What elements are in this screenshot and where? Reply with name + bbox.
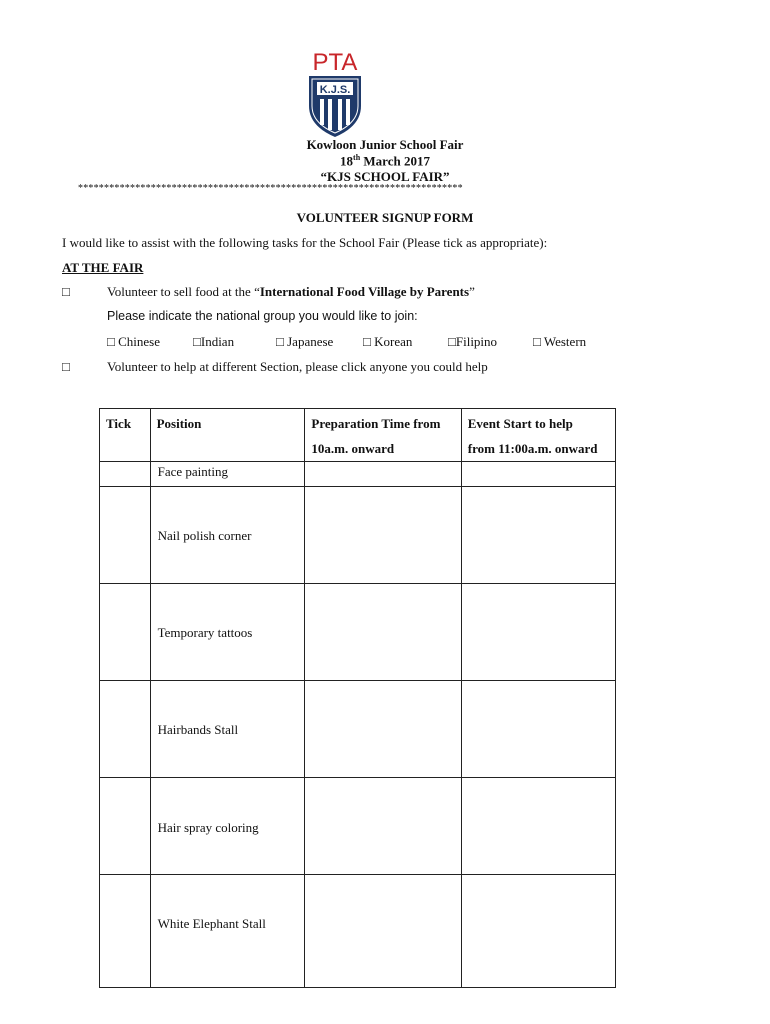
table-row [100, 462, 616, 487]
position-cell [150, 778, 305, 875]
group-checkbox[interactable]: □ [107, 334, 115, 349]
event-cell[interactable] [461, 584, 615, 681]
position-label: Nail polish corner [157, 528, 252, 543]
food-village-bold: International Food Village by Parents [259, 284, 470, 299]
svg-text:K.J.S.: K.J.S. [319, 84, 351, 96]
prep-cell[interactable] [305, 462, 461, 487]
national-prompt: Please indicate the national group you would like to join: [107, 309, 418, 323]
pta-logo [303, 48, 367, 138]
date-rest: March 2017 [360, 153, 430, 169]
position-cell [150, 462, 305, 487]
section-heading: AT THE FAIR [62, 260, 144, 275]
group-label: Chinese [118, 334, 160, 349]
table-row [100, 875, 616, 988]
table-header-row [100, 409, 616, 462]
prep-line1: Preparation Time from [311, 416, 441, 431]
header-event-start [461, 409, 615, 462]
group-label: Western [543, 334, 587, 349]
group-checkbox[interactable]: □ [363, 334, 371, 349]
header-prep-time [305, 409, 461, 462]
group-checkbox[interactable]: □ [533, 334, 541, 349]
food-village-suffix: ” [469, 284, 475, 299]
tick-cell[interactable] [100, 462, 151, 487]
tick-cell[interactable] [100, 875, 151, 988]
group-label: Korean [374, 334, 413, 349]
date-day: 18 [340, 153, 354, 169]
position-cell [150, 584, 305, 681]
svg-text:PTA: PTA [312, 49, 358, 76]
prep-cell[interactable] [305, 778, 461, 875]
intro-text: I would like to assist with the following tasks for the School Fair (Please tick as appropriate): [62, 235, 548, 250]
position-label: Hairbands Stall [157, 722, 239, 737]
table-row [100, 584, 616, 681]
tick-cell[interactable] [100, 681, 151, 778]
prep-cell[interactable] [305, 487, 461, 584]
food-village-checkbox[interactable]: □ [62, 284, 70, 299]
position-cell [150, 875, 305, 988]
event-cell[interactable] [461, 487, 615, 584]
tick-cell[interactable] [100, 487, 151, 584]
prep-line2: 10a.m. onward [311, 441, 395, 456]
prep-cell[interactable] [305, 681, 461, 778]
position-cell [150, 681, 305, 778]
event-cell[interactable] [461, 681, 615, 778]
header-tick: Tick [100, 409, 151, 462]
volunteer-table [99, 408, 616, 988]
group-label: Indian [200, 334, 235, 349]
table-row [100, 778, 616, 875]
group-label: Filipino [455, 334, 498, 349]
event-cell[interactable] [461, 875, 615, 988]
section-help-label: Volunteer to help at different Section, please click anyone you could help [107, 359, 488, 374]
table-row [100, 487, 616, 584]
prep-cell[interactable] [305, 584, 461, 681]
header-position: Position [150, 409, 305, 462]
position-label: Temporary tattoos [157, 625, 253, 640]
position-label: Face painting [157, 464, 228, 479]
position-label: White Elephant Stall [157, 916, 266, 931]
event-cell[interactable] [461, 462, 615, 487]
event-line1: Event Start to help [467, 416, 573, 431]
food-village-label [107, 284, 475, 300]
group-label: Japanese [287, 334, 334, 349]
group-japanese[interactable] [276, 334, 333, 350]
tick-cell[interactable] [100, 778, 151, 875]
fair-name: “KJS SCHOOL FAIR” [320, 169, 450, 184]
event-cell[interactable] [461, 778, 615, 875]
position-cell [150, 487, 305, 584]
tick-cell[interactable] [100, 584, 151, 681]
group-checkbox[interactable]: □ [193, 334, 201, 349]
section-help-checkbox[interactable]: □ [62, 359, 70, 374]
event-line2: from 11:00a.m. onward [467, 441, 598, 456]
group-checkbox[interactable]: □ [448, 334, 456, 349]
form-title: VOLUNTEER SIGNUP FORM [296, 210, 474, 225]
food-village-prefix: Volunteer to sell food at the “ [107, 284, 260, 299]
position-label: Hair spray coloring [157, 820, 259, 835]
date-suffix: th [353, 153, 361, 162]
group-korean[interactable] [363, 334, 412, 350]
group-filipino[interactable] [448, 334, 497, 350]
group-chinese[interactable] [107, 334, 160, 350]
school-fair-title: Kowloon Junior School Fair [306, 137, 464, 152]
star-divider: ************************************************************************** [78, 183, 463, 194]
prep-cell[interactable] [305, 875, 461, 988]
group-indian[interactable] [193, 334, 234, 350]
fair-date [0, 153, 770, 169]
group-checkbox[interactable]: □ [276, 334, 284, 349]
table-row [100, 681, 616, 778]
group-western[interactable] [533, 334, 586, 350]
